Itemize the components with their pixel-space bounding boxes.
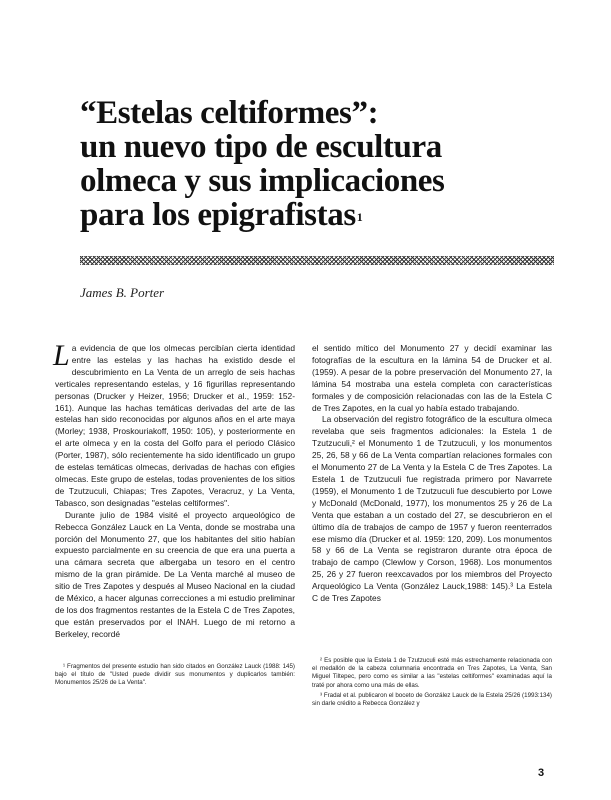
- article-title: [80, 96, 550, 232]
- title-line-3: olmeca y sus implicaciones: [80, 163, 445, 199]
- footnote-1: ¹ Fragmentos del presente estudio han sido citados en González Lauck (1988: 145) bajo el título de "Usted puede dividir sus monumentos y duplicarlos también: Monumentos 25/26 de La Venta".: [55, 663, 295, 687]
- title-footnote-mark: 1: [356, 210, 363, 224]
- page-number: 3: [538, 767, 545, 779]
- author-name: James B. Porter: [80, 285, 165, 300]
- paragraph-1-text: a evidencia de que los olmecas percibían cierta identidad entre las estelas y las hachas ha existido desde el descubrimiento en La Venta de un arreglo de seis hachas verticales representando estelas, y 16 figurillas representando personas (Drucker y Heizer, 1956; Drucker et al., 1959: 152-161). Aunque las hachas temáticas derivadas del arte de las estelas han sido reconocidas por algunos años en el arte maya (Morley; 1938, Proskouriakoff, 1950: 105), y posteriormente en el arte olmeca y en la costa del Golfo para el periodo Clásico (Porter, 1987), sólo recientemente ha sido identificado un grupo de estelas temáticas olmecas, derivadas de hachas con efigies olmecas. Este grupo de estelas, todas provenientes de los sitios de Tzutzuculi, Chiapas; Tres Zapotes, Veracruz, y La Venta, Tabasco, son designadas "estelas celtiformes".: [55, 343, 295, 508]
- body-column-left: [53, 339, 295, 641]
- paragraph-2: Durante julio de 1984 visité el proyecto arqueológico de Rebecca González Lauck en La Venta, donde se mostraba una porción del Monumento 27, que los habitantes del sitio habían expuesto parcialmente en su creencia de que era una puerta a una cámara secreta que albergaba un tesoro en el centro mismo de la gran pirámide. De La Venta marché al museo de sitio de Tres Zapotes y después al Museo Nacional en la ciudad de México, a hacer algunas correcciones a mi estudio preliminar de los dos fragmentos restantes de la Estela C de Tres Zapotes, que están preservados por el INAH. Luego de mi retorno a Berkeley, recordé: [55, 509, 295, 639]
- title-line-4-text: para los epigrafistas: [80, 197, 356, 233]
- title-divider: [80, 256, 554, 265]
- footnote-3: ³ Fradal et al. publicaron el boceto de González Lauck de la Estela 25/26 (1993:134) sin darle crédito a Rebecca González y: [312, 691, 552, 708]
- body-column-right: [312, 343, 552, 605]
- title-line-4: [80, 198, 550, 232]
- drop-cap: L: [53, 339, 70, 372]
- title-line-2: un nuevo tipo de escultura: [80, 129, 442, 165]
- footnotes-left: [55, 663, 295, 690]
- title-line-1: “Estelas celtiformes”:: [80, 95, 379, 131]
- footnotes-right: [312, 657, 552, 710]
- paragraph-1: [53, 339, 295, 510]
- paragraph-4: La observación del registro fotográfico de la escultura olmeca revelaba que seis fragmentos adicionales: la Estela 1 de Tzutzuculi,² el Monumento 1 de Tzutzuculi, y los monumentos 25, 26, 58 y 66 de La Venta compartían relaciones formales con el Monumento 27 de La Venta y la Estela C de Tres Zapotes. La Estela 1 de Tzutzuculi fue registrada primero por Navarrete (1959), el Monumento 1 de Tzutzuculi fue descubierto por Lowe y McDonald (McDonald, 1977), los monumentos 25 y 26 de La Venta que estaban a un costado del 27, se descubrieron en el último día de trabajos de campo de 1957 y fueron reenterrados ese mismo día (Drucker et al. 1959: 120, 209). Los monumentos 58 y 66 de La Venta se registraron durante otra época de trabajo de campo (Clewlow y Corson, 1968). Los monumentos 25, 26 y 27 fueron reexcavados por los miembros del Proyecto Arqueológico La Venta (González Lauck,1988: 145).³ La Estela C de Tres Zapotes: [312, 414, 552, 604]
- paragraph-3: el sentido mítico del Monumento 27 y decidí examinar las fotografías de la escultura en la lámina 54 de Drucker et al. (1959). A pesar de la pobre preservación del Monumento 27, la lámina 54 mostraba una estela completa con características formales y de composición relacionadas con las de la Estela C de Tres Zapotes, en la cual yo había estado trabajando.: [312, 343, 552, 413]
- footnote-2: ² Es posible que la Estela 1 de Tzutzuculi esté más estrechamente relacionada con el medallón de la cabeza columnaria encontrada en Tres Zapotes, La Venta, San Miguel Tiltepec, pero como es similar a las "estelas celtiformes" examinadas aquí la traté por ahora como una más de ellas.: [312, 657, 552, 689]
